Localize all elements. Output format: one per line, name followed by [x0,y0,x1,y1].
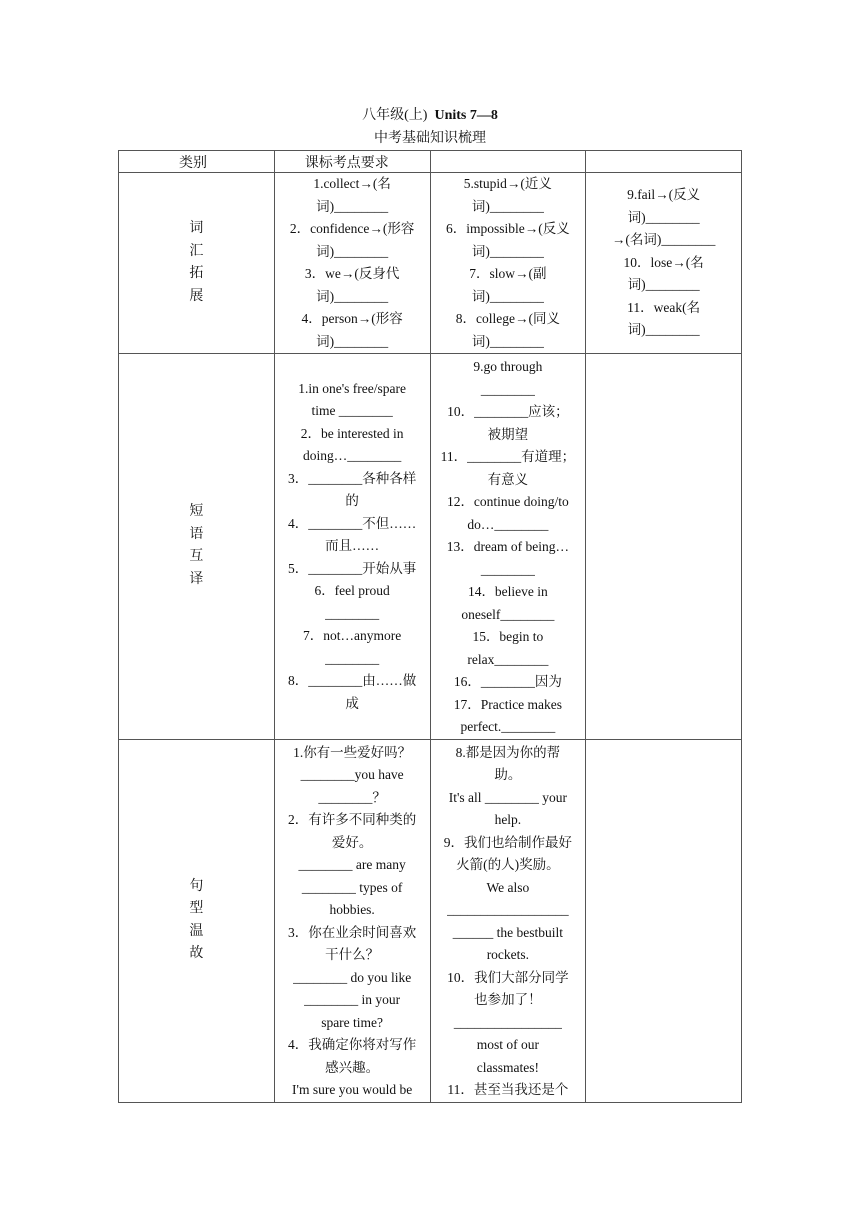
cell-line: 11．weak(名 [627,299,701,315]
cell-line: 感兴趣。 [325,1059,380,1075]
cell-line: 15．begin to [472,629,544,644]
cell-line: relax________ [467,651,549,667]
cell-line: doing…________ [302,448,402,463]
content-cell [430,354,586,740]
category-cell [119,173,275,354]
cell-line: 10．________应该； [447,404,569,419]
cell-line: 词)________ [471,288,544,304]
cell-line: 火箭(的人)奖励。 [456,857,560,872]
cell-line: 9.fail→(反义 [627,187,701,203]
cell-line: 干什么？ [325,947,380,962]
cell-line: We also [486,879,530,895]
cell-line: 14．believe in [467,584,548,599]
cell-line: help. [494,812,522,827]
cell-line: 13．dream of being… [446,539,569,554]
cell-line: ________you have [300,767,404,782]
cell-line: classmates! [476,1059,539,1075]
cell-line: 7．not…anymore [303,628,402,643]
cell-line: ________？ [318,789,386,805]
header-requirements: 课标考点要求 [274,151,430,173]
cell-line: 8．________由……做 [288,673,417,688]
cell-line: time ________ [311,403,393,418]
header-empty-3 [430,151,586,173]
cell-line: ________ do you like [293,969,412,985]
cell-line: 11．甚至当我还是个 [447,1082,569,1097]
cell-line: 词)________ [627,209,700,225]
category-cell [119,354,275,740]
table-row [119,173,742,354]
cell-line: 词)________ [627,277,700,293]
cell-line: 2．有许多不同种类的 [288,812,417,827]
cell-line: 爱好。 [331,834,373,850]
cell-line: I'm sure you would be [292,1082,413,1097]
cell-line: ________ in your [304,992,401,1007]
cell-line: do…________ [467,516,549,532]
cell-line: 6．impossible→(反义 [446,221,570,236]
cell-line: hobbies. [329,902,375,917]
cell-line: 的 [345,493,359,508]
cell-line: 互 [189,549,204,565]
cell-line: ________ [325,650,380,666]
cell-line: 被期望 [487,426,529,442]
cell-line: ________________ [453,1014,562,1030]
cell-line: 词)________ [627,322,700,338]
cell-line: 展 [189,288,204,304]
cell-line: oneself________ [461,606,555,622]
table-header-row [119,151,742,173]
cell-line: 1.in one's free/spare [298,380,406,396]
cell-line: 17．Practice makes [453,696,563,712]
cell-line: 型 [189,901,204,916]
cell-line: 3．________各种各样 [288,470,417,486]
cell-line: ________ are many [298,857,406,872]
cell-line: __________________ [447,902,569,917]
cell-line: 10．lose→(名 [623,254,704,270]
content-cell-empty [586,354,742,740]
header-empty-4 [586,151,742,173]
cell-line: 3．你在业余时间喜欢 [288,924,417,940]
content-cell [586,173,742,354]
cell-line: rockets. [486,947,530,962]
cell-line: 4．我确定你将对写作 [288,1037,417,1052]
content-cell [274,739,430,1102]
cell-line: 8．college→(同义 [455,311,560,326]
cell-line: 词)________ [471,198,544,214]
cell-line: 词)________ [471,243,544,259]
cell-line: 5.stupid→(近义 [463,176,552,191]
cell-line: 词)________ [471,333,544,349]
cell-line: 汇 [189,243,204,259]
cell-line: 故 [189,946,204,961]
page-title [0,105,860,127]
cell-line: 4．person→(形容 [301,311,403,326]
cell-line: ________ [325,605,380,621]
cell-line: 10．我们大部分同学 [447,969,569,985]
cell-line: 也参加了！ [474,992,542,1007]
header-category: 类别 [119,151,275,173]
cell-line: 1.你有一些爱好吗？ [293,744,412,760]
cell-line: 2．be interested in [300,425,404,441]
title-units: Units 7—8 [434,108,498,123]
cell-line: →(名词)________ [611,232,716,248]
cell-line: 拓 [189,266,204,281]
cell-line: 温 [189,923,204,939]
content-cell [274,354,430,740]
page-subtitle: 中考基础知识梳理 [374,131,486,146]
cell-line: perfect.________ [460,719,556,734]
cell-line: 句 [189,878,204,894]
content-cell-empty [586,739,742,1102]
content-cell [430,739,586,1102]
title-grade: 八年级(上) [362,108,428,123]
category-cell [119,739,275,1102]
cell-line: 词 [189,221,204,236]
cell-line: ________ [480,561,535,577]
cell-line: 7．slow→(副 [469,266,547,281]
cell-line: 而且…… [325,538,380,553]
cell-line: 12．continue doing/to [446,494,569,509]
content-cell [430,173,586,354]
cell-line: 译 [189,571,204,587]
cell-line: 词)________ [316,243,389,259]
cell-line: spare time? [321,1014,384,1030]
cell-line: 4．________不但…… [288,515,417,531]
cell-line: 5．________开始从事 [288,560,417,576]
knowledge-table [118,150,742,1103]
cell-line: ________ [480,381,535,397]
cell-line: 词)________ [316,288,389,304]
cell-line: 3．we→(反身代 [304,266,400,281]
cell-line: 助。 [494,767,522,782]
cell-line: 9.go through [473,359,543,374]
cell-line: 16．________因为 [453,674,562,689]
cell-line: 11．________有道理； [440,449,576,464]
cell-line: most of our [476,1037,539,1052]
cell-line: 6．feel proud [314,583,390,598]
table-row [119,354,742,740]
cell-line: 2．confidence→(形容 [289,221,415,236]
cell-line: 词)________ [316,198,389,214]
cell-line: 成 [345,695,359,711]
table-row [119,739,742,1102]
cell-line: It's all ________ your [448,789,568,805]
cell-line: ______ the bestbuilt [452,924,563,940]
content-cell [274,173,430,354]
cell-line: 有意义 [487,471,529,487]
cell-line: 9．我们也给制作最好 [443,834,572,850]
cell-line: 8.都是因为你的帮 [455,744,561,760]
cell-line: ________ types of [301,879,403,895]
cell-line: 语 [189,526,204,542]
cell-line: 短 [189,504,204,520]
cell-line: 1.collect→(名 [313,176,391,191]
cell-line: 词)________ [316,333,389,349]
